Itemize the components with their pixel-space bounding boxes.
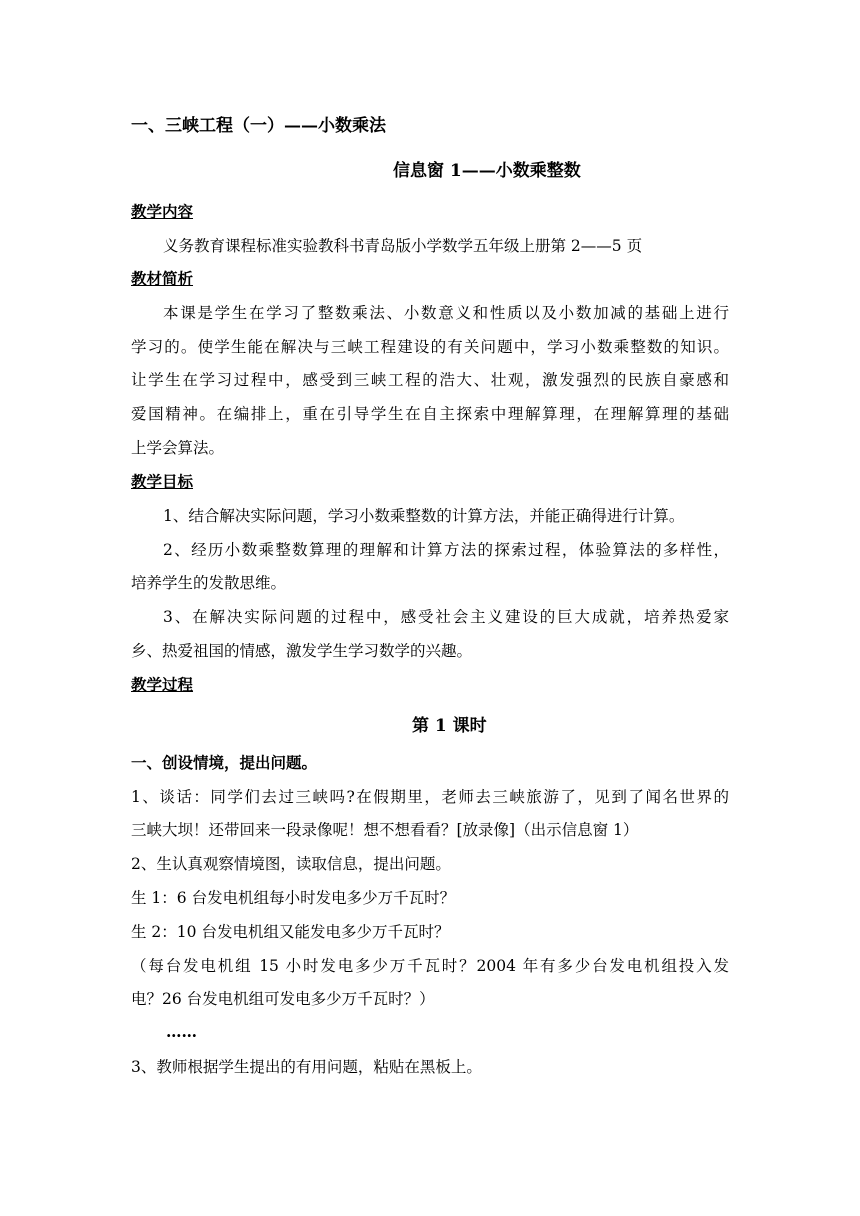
teaching-process-heading: 教学过程 <box>131 675 194 694</box>
goal-3-line-2: 乡、热爱祖国的情感，激发学生学习数学的兴趣。 <box>131 642 473 660</box>
goal-2-line-2: 培养学生的发散思维。 <box>131 574 287 592</box>
extra-questions-line-1: （每台发电机组 15 小时发电多少万千瓦时？2004 年有多少台发电机组投入发 <box>131 957 729 975</box>
teaching-content-heading: 教学内容 <box>131 202 194 221</box>
step-title: 一、创设情境，提出问题。 <box>131 753 318 772</box>
item-1-line-1: 1、谈话：同学们去过三峡吗?在假期里，老师去三峡旅游了，见到了闻名世界的 <box>131 788 729 806</box>
ellipsis: …… <box>166 1022 197 1041</box>
teaching-goals-heading: 教学目标 <box>131 472 194 491</box>
chapter-title: 一、三峡工程（一）——小数乘法 <box>131 116 386 136</box>
item-1-line-2: 三峡大坝！还带回来一段录像呢！想不想看看？[放录像]（出示信息窗 1） <box>131 821 639 839</box>
material-analysis-line-4: 爱国精神。在编排上，重在引导学生在自主探索中理解算理，在理解算理的基础 <box>131 405 729 423</box>
material-analysis-line-2: 学习的。使学生能在解决与三峡工程建设的有关问题中，学习小数乘整数的知识。 <box>131 338 729 356</box>
item-2: 2、生认真观察情境图，读取信息，提出问题。 <box>131 855 451 873</box>
goal-3-line-1: 3、在解决实际问题的过程中，感受社会主义建设的巨大成就，培养热爱家 <box>163 608 729 626</box>
material-analysis-heading: 教材简析 <box>131 269 194 288</box>
student-1-question: 生 1：6 台发电机组每小时发电多少万千瓦时？ <box>131 889 456 907</box>
item-3: 3、教师根据学生提出的有用问题，粘贴在黑板上。 <box>131 1058 482 1076</box>
section-title: 信息窗 1——小数乘整数 <box>393 161 581 181</box>
student-2-question: 生 2：10 台发电机组又能发电多少万千瓦时？ <box>131 923 450 941</box>
extra-questions-line-2: 电？26 台发电机组可发电多少万千瓦时？） <box>131 990 435 1008</box>
material-analysis-line-1: 本课是学生在学习了整数乘法、小数意义和性质以及小数加减的基础上进行 <box>163 304 729 322</box>
goal-1: 1、结合解决实际问题，学习小数乘整数的计算方法，并能正确得进行计算。 <box>163 507 685 525</box>
material-analysis-line-3: 让学生在学习过程中，感受到三峡工程的浩大、壮观，激发强烈的民族自豪感和 <box>131 371 729 389</box>
lesson-title: 第 1 课时 <box>412 716 487 736</box>
goal-2-line-1: 2、经历小数乘整数算理的理解和计算方法的探索过程，体验算法的多样性， <box>163 541 729 559</box>
material-analysis-line-5: 上学会算法。 <box>131 439 225 457</box>
teaching-content-text: 义务教育课程标准实验教科书青岛版小学数学五年级上册第 2——5 页 <box>163 237 643 255</box>
